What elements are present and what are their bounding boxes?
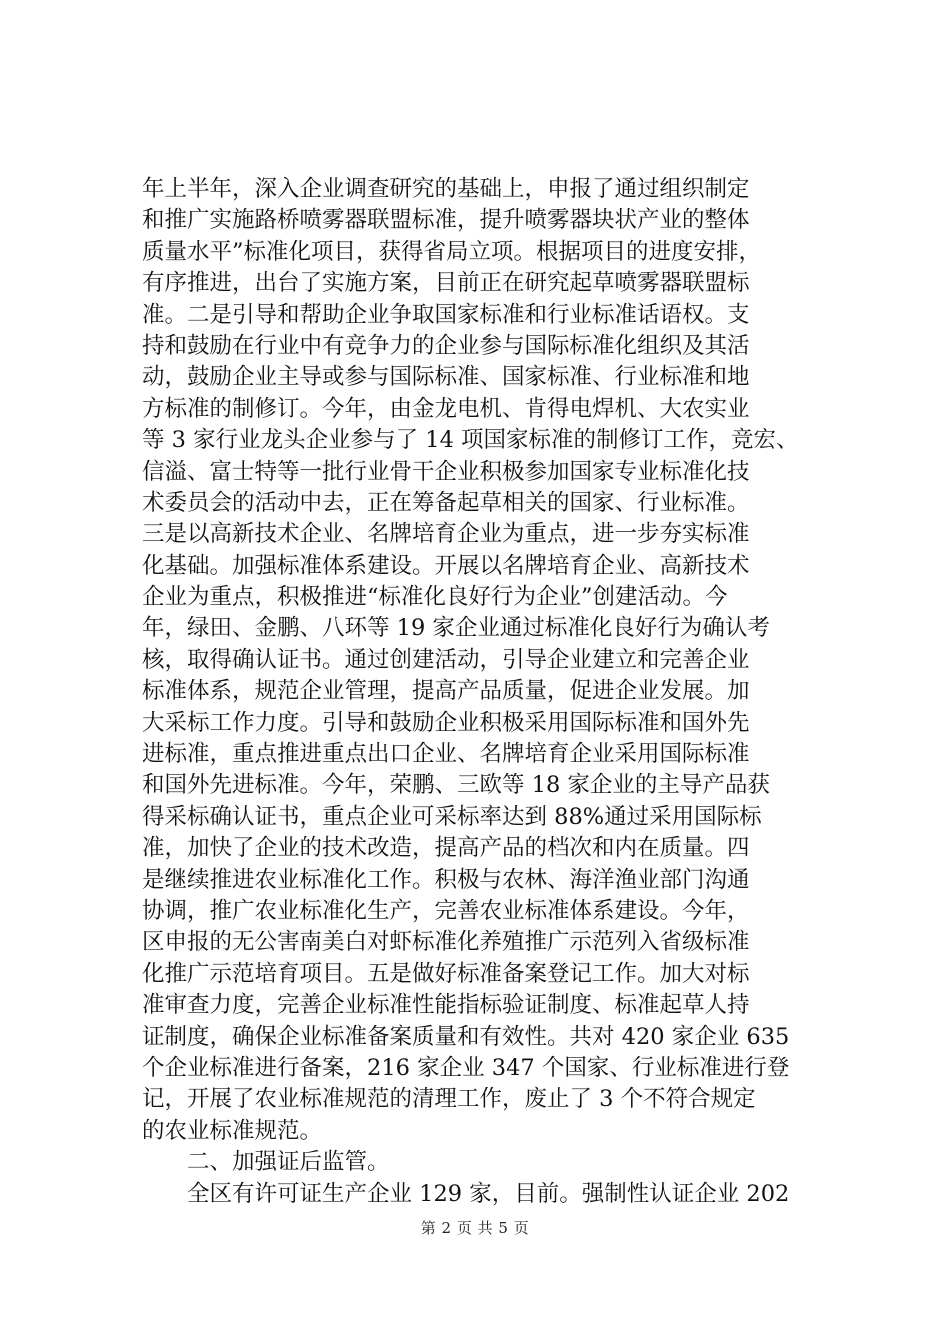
text-line: 得采标确认证书，重点企业可采标率达到 88%通过采用国际标 (142, 803, 762, 830)
text-line: 大采标工作力度。引导和鼓励企业积极采用国际标准和国外先 (142, 709, 750, 736)
text-line: 和推广实施路桥喷雾器联盟标准，提升喷雾器块状产业的整体 (142, 207, 750, 234)
text-line: 协调，推广农业标准化生产，完善农业标准体系建设。今年， (142, 897, 750, 924)
text-line: 方标准的制修订。今年，由金龙电机、肯得电焊机、大农实业 (142, 395, 750, 422)
text-line: 等 3 家行业龙头企业参与了 14 项国家标准的制修订工作，竞宏、 (142, 427, 799, 454)
text-line: 年，绿田、金鹏、八环等 19 家企业通过标准化良好行为确认考 (142, 615, 770, 642)
text-line: 和国外先进标准。今年，荣鹏、三欧等 18 家企业的主导产品获 (142, 772, 770, 799)
text-line: 质量水平”标准化项目，获得省局立项。根据项目的进度安排， (142, 238, 762, 265)
section-heading: 二、加强证后监管。 (187, 1149, 390, 1176)
text-line: 全区有许可证生产企业 129 家，目前。强制性认证企业 202 (187, 1180, 790, 1207)
text-line: 准审查力度，完善企业标准性能指标验证制度、标准起草人持 (142, 992, 750, 1019)
page-number-footer: 第 2 页 共 5 页 (420, 1219, 530, 1237)
text-line: 企业为重点，积极推进“标准化良好行为企业”创建活动。今 (142, 584, 728, 611)
text-line: 是继续推进农业标准化工作。积极与农林、海洋渔业部门沟通 (142, 866, 750, 893)
text-line: 证制度，确保企业标准备案质量和有效性。共对 420 家企业 635 (142, 1023, 790, 1050)
text-line: 核，取得确认证书。通过创建活动，引导企业建立和完善企业 (142, 646, 750, 673)
text-line: 有序推进，出台了实施方案，目前正在研究起草喷雾器联盟标 (142, 270, 750, 297)
text-line: 年上半年，深入企业调查研究的基础上，申报了通过组织制定 (142, 176, 750, 202)
text-line: 标准体系，规范企业管理，提高产品质量，促进企业发展。加 (142, 678, 750, 705)
text-line: 进标准，重点推进重点出口企业、名牌培育企业采用国际标准 (142, 741, 750, 768)
text-line: 个企业标准进行备案，216 家企业 347 个国家、行业标准进行登 (142, 1054, 790, 1081)
text-line: 持和鼓励在行业中有竞争力的企业参与国际标准化组织及其活 (142, 332, 750, 359)
text-line: 记，开展了农业标准规范的清理工作，废止了 3 个不符合规定 (142, 1086, 756, 1113)
text-line: 化推广示范培育项目。五是做好标准备案登记工作。加大对标 (142, 960, 750, 987)
text-line: 动，鼓励企业主导或参与国际标准、国家标准、行业标准和地 (142, 364, 750, 391)
text-line: 术委员会的活动中去，正在筹备起草相关的国家、行业标准。 (142, 489, 750, 516)
text-line: 区申报的无公害南美白对虾标准化养殖推广示范列入省级标准 (142, 929, 750, 956)
text-line: 准，加快了企业的技术改造，提高产品的档次和内在质量。四 (142, 835, 750, 862)
text-line: 化基础。加强标准体系建设。开展以名牌培育企业、高新技术 (142, 552, 750, 579)
document-body (142, 174, 842, 1210)
text-line: 信溢、富士特等一批行业骨干企业积极参加国家专业标准化技 (142, 458, 750, 485)
text-line: 三是以高新技术企业、名牌培育企业为重点，进一步夯实标准 (142, 521, 750, 548)
text-line: 的农业标准规范。 (142, 1117, 323, 1144)
text-line: 准。二是引导和帮助企业争取国家标准和行业标准话语权。支 (142, 301, 750, 328)
